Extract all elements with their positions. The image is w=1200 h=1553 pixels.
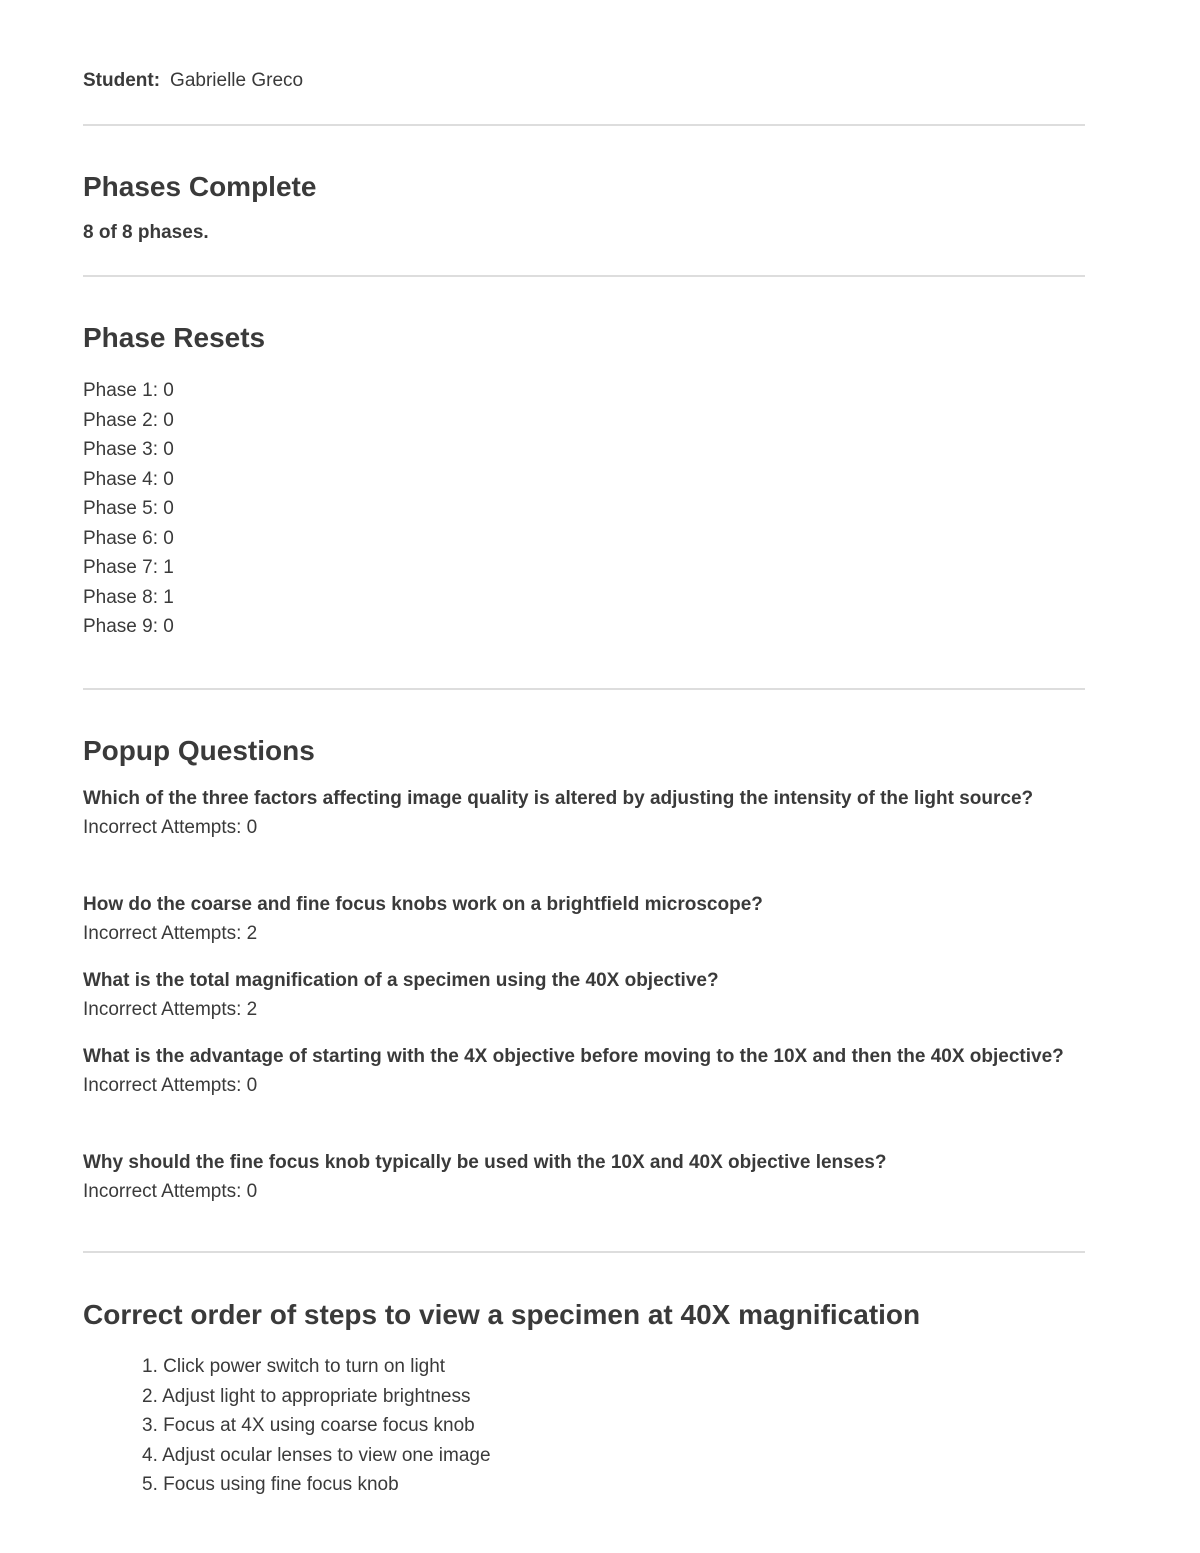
popup-questions-heading: Popup Questions bbox=[83, 735, 315, 766]
popup-question bbox=[83, 890, 1085, 948]
divider bbox=[83, 688, 1085, 690]
phase-reset-item: Phase 2: 0 bbox=[83, 409, 174, 431]
question-text: Which of the three factors affecting image quality is altered by adjusting the intensity of the light source? bbox=[83, 788, 1034, 809]
step-item: Click power switch to turn on light bbox=[163, 1356, 446, 1377]
incorrect-attempts: Incorrect Attempts: 0 bbox=[83, 1075, 258, 1096]
question-text: Why should the fine focus knob typically be used with the 10X and 40X objective lenses? bbox=[83, 1152, 887, 1173]
student-name: Gabrielle Greco bbox=[170, 70, 304, 91]
question-text: What is the total magnification of a specimen using the 40X objective? bbox=[83, 970, 719, 991]
correct-order-heading: Correct order of steps to view a specimen at 40X magnification bbox=[83, 1299, 921, 1330]
popup-question bbox=[83, 784, 1085, 842]
popup-question bbox=[83, 1042, 1085, 1100]
phases-complete-summary: 8 of 8 phases. bbox=[83, 222, 209, 243]
phase-resets-list bbox=[83, 376, 174, 642]
phase-reset-item: Phase 9: 0 bbox=[83, 616, 174, 637]
phase-reset-item: Phase 4: 0 bbox=[83, 468, 174, 490]
phase-reset-item: Phase 8: 1 bbox=[83, 586, 174, 608]
question-text: What is the advantage of starting with the 4X objective before moving to the 10X and then the 40X objective? bbox=[83, 1046, 1064, 1067]
popup-question bbox=[83, 1148, 1085, 1206]
student-label: Student: bbox=[83, 70, 161, 91]
steps-list bbox=[83, 1352, 491, 1500]
incorrect-attempts: Incorrect Attempts: 0 bbox=[83, 817, 258, 838]
step-item: Adjust ocular lenses to view one image bbox=[162, 1444, 491, 1466]
incorrect-attempts: Incorrect Attempts: 2 bbox=[83, 999, 258, 1020]
phase-resets-heading: Phase Resets bbox=[83, 322, 266, 353]
divider bbox=[83, 275, 1085, 277]
student-line bbox=[83, 68, 303, 94]
phase-reset-item: Phase 7: 1 bbox=[83, 557, 174, 578]
step-item: Focus using fine focus knob bbox=[163, 1474, 399, 1495]
phase-reset-item: Phase 1: 0 bbox=[83, 380, 174, 401]
incorrect-attempts: Incorrect Attempts: 0 bbox=[83, 1181, 258, 1202]
popup-question bbox=[83, 966, 1085, 1024]
divider bbox=[83, 1251, 1085, 1253]
phase-reset-item: Phase 5: 0 bbox=[83, 498, 174, 519]
step-item: Adjust light to appropriate brightness bbox=[162, 1385, 471, 1407]
phase-reset-item: Phase 3: 0 bbox=[83, 439, 174, 460]
phases-complete-heading: Phases Complete bbox=[83, 171, 317, 202]
phase-reset-item: Phase 6: 0 bbox=[83, 527, 174, 549]
divider bbox=[83, 124, 1085, 126]
incorrect-attempts: Incorrect Attempts: 2 bbox=[83, 923, 258, 944]
question-text: How do the coarse and fine focus knobs work on a brightfield microscope? bbox=[83, 894, 763, 915]
step-item: Focus at 4X using coarse focus knob bbox=[163, 1415, 475, 1436]
